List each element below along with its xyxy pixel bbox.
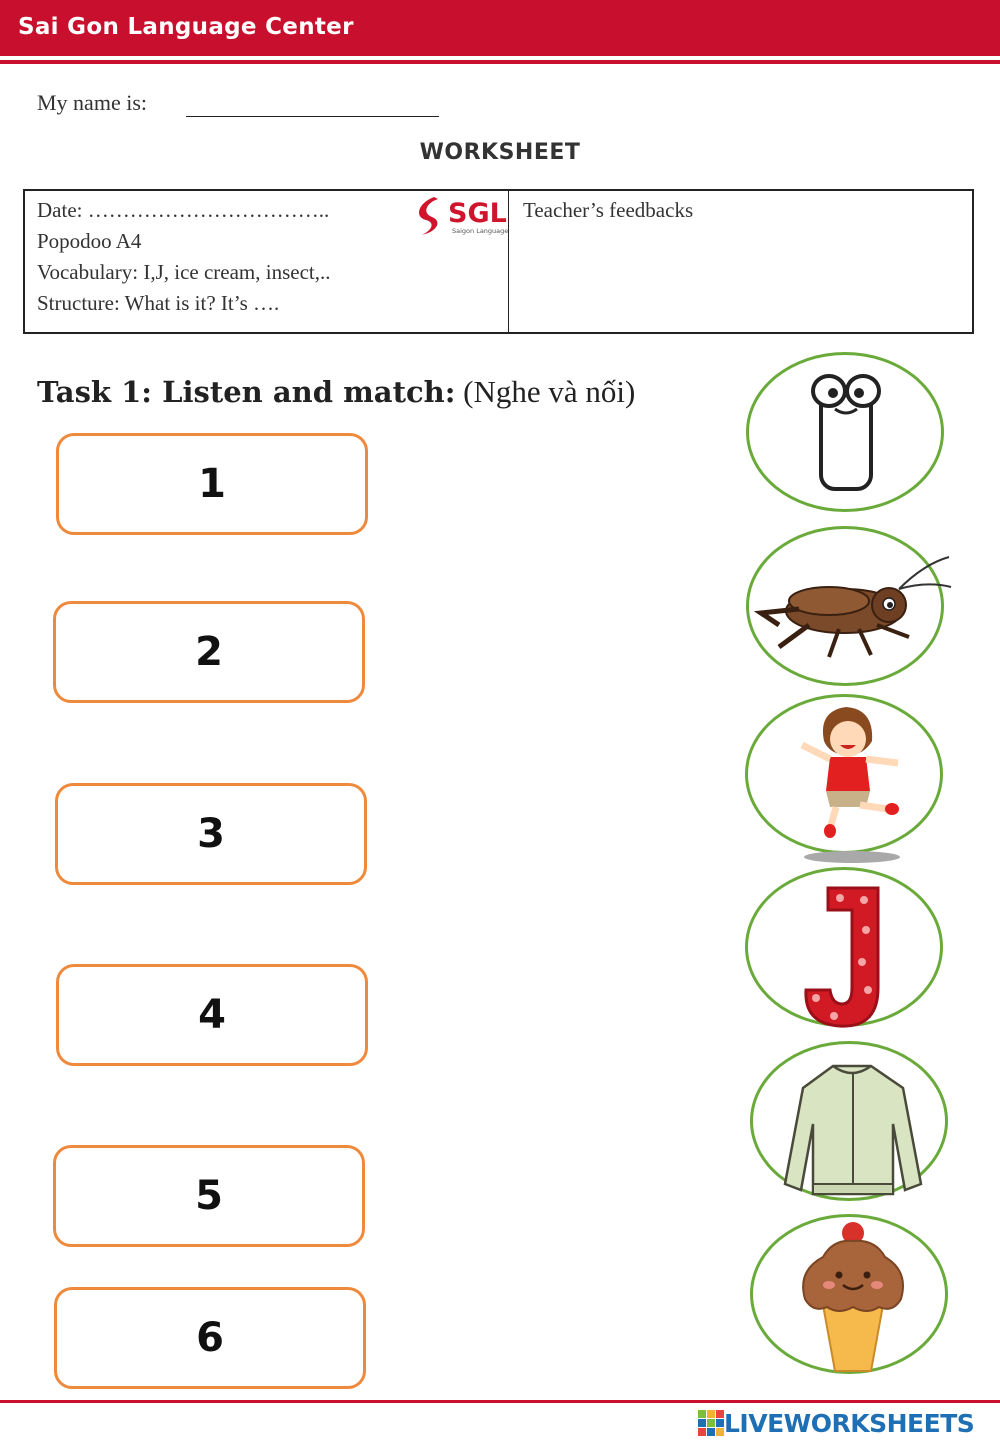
logo-subtext: Saigon Language bbox=[452, 227, 509, 235]
teacher-feedback-label: Teacher’s feedbacks bbox=[523, 198, 694, 222]
name-label: My name is: bbox=[37, 90, 147, 115]
match-box-2[interactable]: 2 bbox=[53, 601, 365, 703]
match-box-4[interactable]: 4 bbox=[56, 964, 368, 1066]
liveworksheets-icon bbox=[698, 1410, 724, 1436]
task-title bbox=[37, 374, 635, 410]
task-title-translation: (Nghe và nối) bbox=[463, 374, 636, 409]
book-line: Popodoo A4 bbox=[37, 229, 142, 253]
liveworksheets-text: LIVEWORKSHEETS bbox=[724, 1408, 975, 1438]
worksheet-title: WORKSHEET bbox=[419, 140, 581, 165]
date-line: Date: …………………………….. bbox=[37, 198, 330, 222]
jacket-icon bbox=[753, 1044, 951, 1204]
match-box-6[interactable]: 6 bbox=[54, 1287, 366, 1389]
header-divider bbox=[0, 60, 1000, 64]
insect-icon bbox=[749, 529, 947, 689]
picture-circle-insect[interactable] bbox=[746, 526, 944, 686]
jumping-girl-icon bbox=[748, 697, 946, 857]
ice-cream-icon bbox=[753, 1217, 951, 1377]
vocabulary-line: Vocabulary: I,J, ice cream, insect,.. bbox=[37, 260, 331, 284]
match-box-5[interactable]: 5 bbox=[53, 1145, 365, 1247]
picture-circle-jacket[interactable] bbox=[750, 1041, 948, 1201]
letter-j-icon bbox=[748, 870, 946, 1030]
center-name: Sai Gon Language Center bbox=[18, 14, 354, 40]
footer-divider bbox=[0, 1400, 1000, 1403]
picture-circle-letter-j[interactable] bbox=[745, 867, 943, 1027]
picture-circle-jumping-girl[interactable] bbox=[745, 694, 943, 854]
name-input-line[interactable] bbox=[186, 116, 439, 117]
match-box-3[interactable]: 3 bbox=[55, 783, 367, 885]
picture-circle-letter-i[interactable] bbox=[746, 352, 944, 512]
liveworksheets-logo bbox=[698, 1408, 974, 1438]
sgl-logo bbox=[412, 193, 510, 239]
logo-text: SGL bbox=[448, 198, 507, 229]
letter-i-icon bbox=[749, 355, 947, 515]
picture-circle-ice-cream[interactable] bbox=[750, 1214, 948, 1374]
match-box-1[interactable]: 1 bbox=[56, 433, 368, 535]
structure-line: Structure: What is it? It’s …. bbox=[37, 291, 280, 315]
task-title-bold: Task 1: Listen and match: bbox=[37, 375, 456, 409]
